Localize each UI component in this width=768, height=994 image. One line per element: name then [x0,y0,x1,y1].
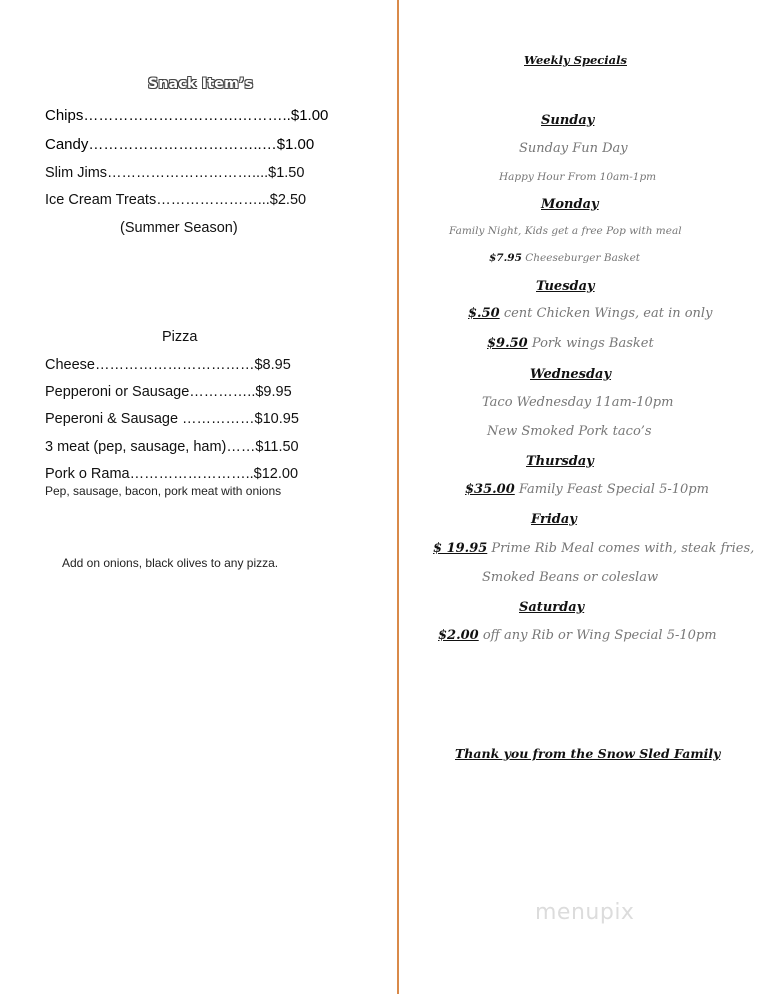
menu-item-cheese-pizza: Cheese……………………………$8.95 [45,357,291,373]
friday-price: $ 19.95 [433,541,488,556]
menu-item-pepperoni-or-sausage: Pepperoni or Sausage…………..$9.95 [45,384,292,400]
menu-item-chips: Chips………………………….………..$1.00 [45,107,329,124]
monday-special [489,252,640,264]
thank-you-message: Thank you from the Snow Sled Family [455,746,721,761]
sunday-fun-day: Sunday Fun Day [519,141,628,156]
tuesday-price-pork: $9.50 [487,336,528,351]
pork-o-rama-description: Pep, sausage, bacon, pork meat with onions [45,484,282,498]
menu-item-slim-jims: Slim Jims…………………………....$1.50 [45,165,305,181]
sunday-happy-hour: Happy Hour From 10am-1pm [499,171,657,183]
day-saturday: Saturday [519,600,585,615]
saturday-price: $2.00 [438,628,479,643]
thursday-special [465,482,709,497]
column-divider [397,0,399,994]
friday-sides: Smoked Beans or coleslaw [482,570,659,585]
watermark-logo: menupix [535,900,635,925]
saturday-special [438,628,717,643]
monday-basket: Cheeseburger Basket [525,252,641,264]
summer-season-note: (Summer Season) [120,220,238,236]
tuesday-wings-text: cent Chicken Wings, eat in only [503,306,713,321]
weekly-specials-title: Weekly Specials [524,53,627,67]
menu-item-ice-cream: Ice Cream Treats…………………...$2.50 [45,192,307,208]
day-tuesday: Tuesday [536,279,595,294]
friday-special [433,541,754,556]
thursday-feast-text: Family Feast Special 5-10pm [518,482,709,497]
day-wednesday: Wednesday [530,367,612,382]
tuesday-wings-special [468,306,712,321]
addon-note: Add on onions, black olives to any pizza. [62,556,279,570]
tuesday-price-wings: $.50 [468,306,500,321]
tuesday-pork-text: Pork wings Basket [531,336,654,351]
snack-items-title: Snack Item’s [148,76,254,92]
tuesday-pork-special [487,336,654,351]
day-thursday: Thursday [526,454,594,469]
menu-item-3-meat: 3 meat (pep, sausage, ham)……$11.50 [45,439,299,455]
menu-item-pepperoni-and-sausage: Peperoni & Sausage ……………$10.95 [45,411,299,427]
day-monday: Monday [541,197,599,212]
saturday-off-text: off any Rib or Wing Special 5-10pm [482,628,717,643]
menu-item-candy: Candy……………………………..…$1.00 [45,136,315,153]
monday-family-night: Family Night, Kids get a free Pop with meal [449,225,682,237]
wednesday-smoked-pork: New Smoked Pork taco’s [487,424,652,439]
friday-rib-text: Prime Rib Meal comes with, steak fries, [491,541,755,556]
pizza-title: Pizza [162,329,198,345]
monday-price: $7.95 [489,252,522,264]
menu-item-pork-o-rama: Pork o Rama……………………..$12.00 [45,466,299,482]
wednesday-taco: Taco Wednesday 11am-10pm [482,395,674,410]
day-sunday: Sunday [541,113,595,128]
day-friday: Friday [531,512,577,527]
thursday-price: $35.00 [465,482,515,497]
